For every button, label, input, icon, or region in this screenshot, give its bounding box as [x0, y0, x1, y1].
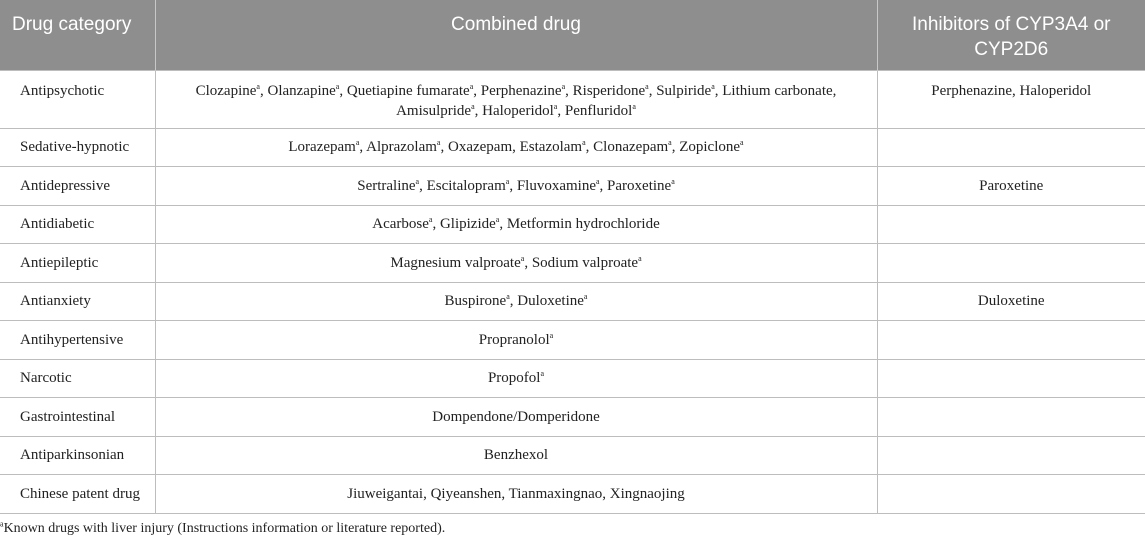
cell-combined-drug: Clozapine$^a$, Olanzapine$^a$, Quetiapine fumarate$^a$, Perphenazine$^a$, Risperidone$^a$, Sulpiride$^a$, Lithium carbonate, Amisulpride$^a$, Haloperidol$^a$, Penfluridol$^a$: [155, 70, 877, 128]
cell-combined-drug: Sertraline$^a$, Escitalopram$^a$, Fluvoxamine$^a$, Paroxetine$^a$: [155, 167, 877, 206]
cell-combined-drug: [155, 321, 877, 360]
cell-drug-category: Sedative-hypnotic: [0, 128, 155, 167]
liver-injury-marker: a: [595, 176, 600, 186]
drug-name: Magnesium valproate: [390, 254, 521, 271]
cell-inhibitors: [877, 475, 1145, 514]
drug-name: Tianmaxingnao: [508, 485, 603, 502]
cell-inhibitors: [877, 244, 1145, 283]
liver-injury-marker: a: [540, 369, 545, 379]
cell-inhibitors: [877, 398, 1145, 437]
drug-name: Duloxetine: [517, 293, 584, 310]
liver-injury-marker: a: [469, 81, 474, 91]
table-row: [0, 321, 1145, 360]
table-header: [0, 0, 1145, 70]
liver-injury-marker: a: [505, 176, 510, 186]
liver-injury-marker: a: [436, 138, 441, 148]
liver-injury-marker: a: [506, 292, 510, 302]
drug-name: Paroxetine: [607, 177, 672, 194]
liver-injury-marker: a: [495, 215, 500, 225]
liver-injury-marker: a: [583, 292, 588, 302]
cell-combined-drug: Acarbose$^a$, Glipizide$^a$, Metformin hydrochloride: [155, 205, 877, 244]
drug-name: Metformin hydrochloride: [506, 216, 660, 233]
liver-injury-marker: a: [428, 215, 433, 225]
cell-inhibitors: [877, 436, 1145, 475]
table-row: [0, 398, 1145, 437]
header-inhibitors: Inhibitors of CYP3A4 or CYP2D6: [877, 0, 1145, 70]
drug-name: Quetiapine fumarate: [346, 82, 470, 99]
liver-injury-marker: a: [668, 138, 672, 148]
drug-name: Amisulpride: [396, 102, 472, 119]
liver-injury-marker: a: [335, 81, 340, 91]
cell-drug-category: Antiepileptic: [0, 244, 155, 283]
table-row: [0, 475, 1145, 514]
cell-inhibitors: [877, 205, 1145, 244]
liver-injury-marker: a: [740, 138, 744, 148]
drug-name: Haloperidol: [482, 102, 554, 119]
drug-name: Propranolol: [478, 331, 550, 348]
table-body: [0, 70, 1145, 513]
drug-name: Benzhexol: [483, 447, 549, 464]
drug-name: Propofol: [487, 370, 541, 387]
cell-drug-category: Antihypertensive: [0, 321, 155, 360]
cell-drug-category: Antianxiety: [0, 282, 155, 321]
drug-name: Risperidone: [572, 82, 646, 99]
cell-drug-category: Antiparkinsonian: [0, 436, 155, 475]
drug-name: Perphenazine: [480, 82, 562, 99]
drug-name: Qiyeanshen: [430, 485, 502, 502]
cell-combined-drug: Lorazepam$^a$, Alprazolam$^a$, Oxazepam, Estazolam$^a$, Clonazepam$^a$, Zopiclone$^a$: [155, 128, 877, 167]
table-row: [0, 167, 1145, 206]
drug-name: Zopiclone: [679, 139, 741, 156]
drug-name: Alprazolam: [366, 139, 437, 156]
drug-name: Lorazepam: [288, 139, 356, 156]
cell-inhibitors: Duloxetine: [877, 282, 1145, 321]
liver-injury-marker: a: [711, 81, 715, 91]
liver-injury-marker: a: [256, 81, 260, 91]
drug-name: Acarbose: [372, 216, 429, 233]
table-row: [0, 128, 1145, 167]
drug-name: Sodium valproate: [531, 254, 639, 271]
drug-name: Lithium carbonate: [722, 82, 833, 99]
cell-drug-category: Antidepressive: [0, 167, 155, 206]
cell-inhibitors: Perphenazine, Haloperidol: [877, 70, 1145, 128]
table-row: [0, 282, 1145, 321]
liver-injury-marker: a: [638, 253, 642, 263]
liver-injury-marker: a: [520, 253, 525, 263]
drug-name: Fluvoxamine: [516, 177, 596, 194]
cell-drug-category: Antidiabetic: [0, 205, 155, 244]
table-row: [0, 244, 1145, 283]
header-drug-category: Drug category: [0, 0, 155, 70]
drug-name: Xingnaojing: [609, 485, 685, 502]
drug-name: Jiuweigantai: [347, 485, 424, 502]
liver-injury-marker: a: [582, 138, 586, 148]
drug-name: Dompendone/Domperidone: [432, 408, 600, 425]
drug-name: Oxazepam: [447, 139, 513, 156]
cell-inhibitors: [877, 359, 1145, 398]
cell-inhibitors: [877, 321, 1145, 360]
header-row: [0, 0, 1145, 70]
table-row: [0, 436, 1145, 475]
cell-combined-drug: Magnesium valproate$^a$, Sodium valproate$^a$: [155, 244, 877, 283]
liver-injury-marker: a: [355, 138, 360, 148]
drug-name: Sulpiride: [656, 82, 712, 99]
drug-name: Olanzapine: [267, 82, 336, 99]
cell-inhibitors: [877, 128, 1145, 167]
drug-name: Escitalopram: [426, 177, 506, 194]
liver-injury-marker: a: [549, 330, 554, 340]
table-row: [0, 205, 1145, 244]
cell-combined-drug: [155, 359, 877, 398]
cell-drug-category: Gastrointestinal: [0, 398, 155, 437]
drug-name: Buspirone: [444, 293, 507, 310]
cell-drug-category: Narcotic: [0, 359, 155, 398]
liver-injury-marker: a: [632, 101, 636, 111]
cell-combined-drug: [155, 398, 877, 437]
liver-injury-marker: a: [561, 81, 566, 91]
drug-name: Glipizide: [439, 216, 496, 233]
liver-injury-marker: a: [553, 101, 558, 111]
cell-inhibitors: Paroxetine: [877, 167, 1145, 206]
table-row: [0, 70, 1145, 128]
drug-name: Penfluridol: [564, 102, 633, 119]
cell-combined-drug: [155, 436, 877, 475]
drug-name: Clonazepam: [593, 139, 669, 156]
header-combined-drug: Combined drug: [155, 0, 877, 70]
liver-injury-marker: a: [671, 176, 675, 186]
cell-drug-category: Antipsychotic: [0, 70, 155, 128]
drug-name: Clozapine: [195, 82, 257, 99]
liver-injury-marker: a: [415, 176, 420, 186]
footnote-text: Known drugs with liver injury (Instructions information or literature reported).: [3, 521, 446, 536]
cell-combined-drug: Jiuweigantai, Qiyeanshen, Tianmaxingnao, Xingnaojing: [155, 475, 877, 514]
drug-name: Sertraline: [357, 177, 416, 194]
liver-injury-marker: a: [645, 81, 649, 91]
cell-combined-drug: Buspirone$^a$, Duloxetine$^a$: [155, 282, 877, 321]
cell-drug-category: Chinese patent drug: [0, 475, 155, 514]
footnote-marker: a: [0, 519, 4, 529]
table-row: [0, 359, 1145, 398]
footnote: [0, 521, 445, 537]
liver-injury-marker: a: [471, 101, 475, 111]
drug-name: Estazolam: [519, 139, 583, 156]
